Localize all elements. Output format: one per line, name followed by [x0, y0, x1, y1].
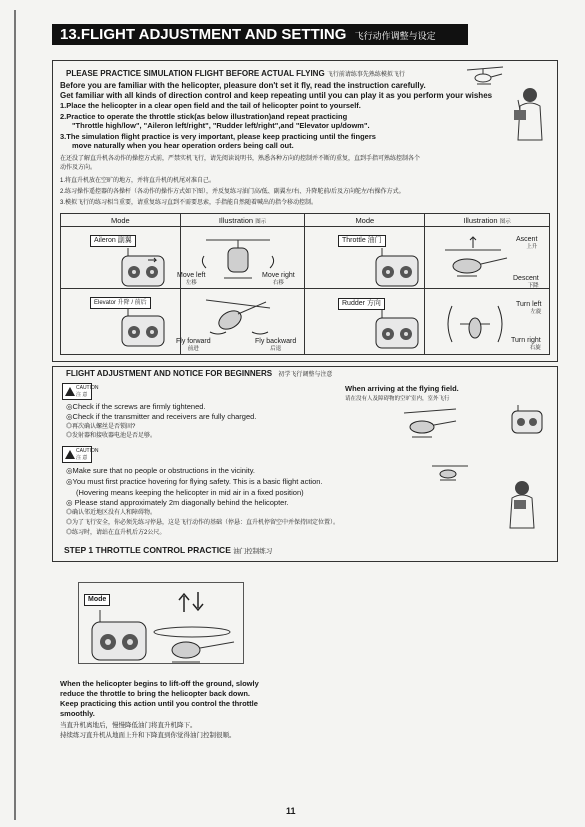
practice-heading-cn: 飞行前请练事先熟练模拟飞行 [326, 72, 405, 78]
step1-heading: STEP 1 THROTTLE CONTROL PRACTICE 油门控制练习 [64, 545, 273, 555]
check-line-1: ◎Check if the screws are firmly tightened. [66, 402, 206, 411]
warning-triangle-icon [65, 450, 75, 459]
up-down-arrows-icon [176, 590, 206, 614]
practice-cn-line-4: 2.练习操作遥控器的各操杆（各动作的操作方式如下图），并反复练习油门高/低、副翼左/右、升降舵前/后及方向舵左/右操作方式。 [60, 189, 405, 195]
notice-line-3: (Hovering means keeping the helicopter in mid air in a fixed position) [76, 488, 304, 497]
transmitter-icon [510, 404, 544, 436]
beginners-heading-cn: 初学飞行调整与注意 [278, 372, 333, 378]
notice-line-2: ◎You must first practice hovering for flying safety. This is a basic flight action. [66, 477, 323, 486]
notice-line-4: ◎ Please stand approximately 2m diagonally behind the helicopter. [66, 498, 289, 507]
step1-desc-line-3: Keep practicing this action until you control the throttle [60, 699, 258, 708]
col-illustration-left: Illustration 图示 [180, 214, 305, 227]
step1-desc-cn-2: 持续练习直升机从地面上升和下降直到你觉得油门控制很顺。 [60, 732, 236, 739]
section-title-cn: 飞行动作调整与设定 [354, 31, 436, 41]
practice-cn-line-2: 动作及方向。 [60, 165, 97, 171]
col-mode-left: Mode [61, 214, 181, 227]
elevator-mode-tag: Elevator 升降 / 前后 [90, 297, 151, 309]
ascent-label: Ascent 上升 [516, 236, 538, 251]
step1-desc-cn-1: 当直升机离地后，慢慢降低油门将直升机降下。 [60, 722, 197, 729]
notice-line-7: ◎练习时，请站在直升机后方2公尺。 [66, 530, 166, 536]
practice-cn-line-5: 3.模拟飞行的练习相当重要，请重复练习直到不需要思索，手指能自然随着喊出的指令移动控制。 [60, 200, 318, 206]
practice-heading: PLEASE PRACTICE SIMULATION FLIGHT BEFORE ACTUAL FLYING 飞行前请练事先熟练模拟飞行 [66, 69, 405, 78]
pilot-figure-icon [508, 86, 546, 142]
practice-line-5: "Throttle high/low", "Aileron left/right", "Rudder left/right",and "Elevator up/dowm". [72, 121, 370, 130]
step1-desc-line-4: smoothly. [60, 709, 95, 718]
throttle-mode-tag: Throttle 油门 [338, 235, 386, 247]
transmitter-icon [88, 608, 150, 664]
helicopter-icon [465, 64, 505, 88]
practice-line-6: 3.The simulation flight practice is very important, please keep practicing until the fingers [60, 132, 376, 141]
modes-table-header [61, 214, 550, 227]
fly-backward-label: Fly backward 后退 [255, 338, 297, 353]
check-line-2: ◎Check if the transmitter and receivers are fully charged. [66, 412, 257, 421]
arriving-text-cn: 请在没有人及障碍物的空旷室内，室外飞行 [345, 396, 450, 402]
transmitter-icon [372, 308, 422, 352]
transmitter-icon [372, 246, 422, 290]
col-mode-right: Mode [305, 214, 425, 227]
pilot-figure-icon [502, 480, 538, 530]
step1-heading-cn: 油门控制练习 [233, 548, 273, 555]
step1-desc-line-2: reduce the throttle to bring the helicopter back down. [60, 689, 251, 698]
check-line-4: ◎发射器和接收器电池是否足够。 [66, 433, 157, 439]
helicopter-hover-icon [400, 405, 460, 445]
warning-triangle-icon [65, 387, 75, 396]
binding-edge-line [14, 10, 16, 820]
fly-forward-label: Fly forward 前进 [176, 338, 211, 353]
notice-line-5: ◎确认邻近地区没有人和障碍物。 [66, 510, 157, 516]
helicopter-small-icon [430, 462, 470, 484]
turn-right-label: Turn right 右旋 [511, 337, 541, 352]
section-title-bar [52, 24, 468, 45]
page-number: 11 [286, 806, 296, 816]
caution-badge: CAUTION 注 意 [62, 446, 92, 463]
caution-badge: CAUTION 注 意 [62, 383, 92, 400]
col-illustration-right: Illustration 图示 [425, 214, 550, 227]
practice-cn-line-1: 在还没了解直升机各动作的操控方式前，严禁实机飞行，请先阅读说明书，熟悉各种方向的控制并不断的重复，直到手指可熟练控制各个 [60, 156, 421, 162]
beginners-heading: FLIGHT ADJUSTMENT AND NOTICE FOR BEGINNERS 初学飞行调整与注意 [66, 369, 333, 378]
check-line-3: ◎再次确认螺丝是否锁固? [66, 424, 136, 430]
notice-line-6: ◎为了飞行安全，你必须先练习停悬，这是飞行动作的基础（停悬：直升机停留空中并保持固定位置）。 [66, 520, 340, 526]
rudder-mode-tag: Rudder 方向 [338, 298, 385, 310]
arriving-text: When arriving at the flying field. [345, 384, 459, 393]
helicopter-tilted-icon [200, 296, 276, 342]
practice-line-4: 2.Practice to operate the throttle stick(as below illustration)and repeat practicing [60, 112, 348, 121]
helicopter-liftoff-icon [150, 622, 240, 672]
transmitter-icon [118, 246, 168, 290]
turn-left-label: Turn left 左旋 [516, 301, 542, 316]
practice-line-7: move naturally when you hear operation orders being call out. [72, 141, 294, 150]
move-left-label: Move left 左移 [177, 272, 206, 287]
notice-line-1: ◎Make sure that no people or obstructions in the vicinity. [66, 466, 256, 475]
practice-line-1: Before you are familiar with the helicopter, pleasure don't set it fly, read the instruction carefully. [60, 81, 426, 90]
transmitter-icon [118, 306, 168, 350]
practice-line-2: Get familiar with all kinds of direction control and keep repeating until you can play it as you perform your wishes [60, 91, 493, 100]
step1-desc-line-1: When the helicopter begins to lift-off the ground, slowly [60, 679, 259, 688]
aileron-mode-tag: Aileron 副翼 [90, 235, 136, 247]
move-right-label: Move right 右移 [262, 272, 295, 287]
practice-line-3: 1.Place the helicopter in a clear open field and the tail of helicopter point to yourself. [60, 101, 361, 110]
helicopter-rotate-icon [440, 300, 510, 356]
section-title: 13.FLIGHT ADJUSTMENT AND SETTING [60, 26, 347, 43]
practice-cn-line-3: 1.将直升机放在空旷的地方，并将直升机的机尾对准自己。 [60, 178, 216, 184]
descent-label: Descent 下降 [513, 275, 539, 290]
helicopter-side-icon [435, 236, 513, 286]
step1-mode-tag: Mode [84, 594, 110, 606]
